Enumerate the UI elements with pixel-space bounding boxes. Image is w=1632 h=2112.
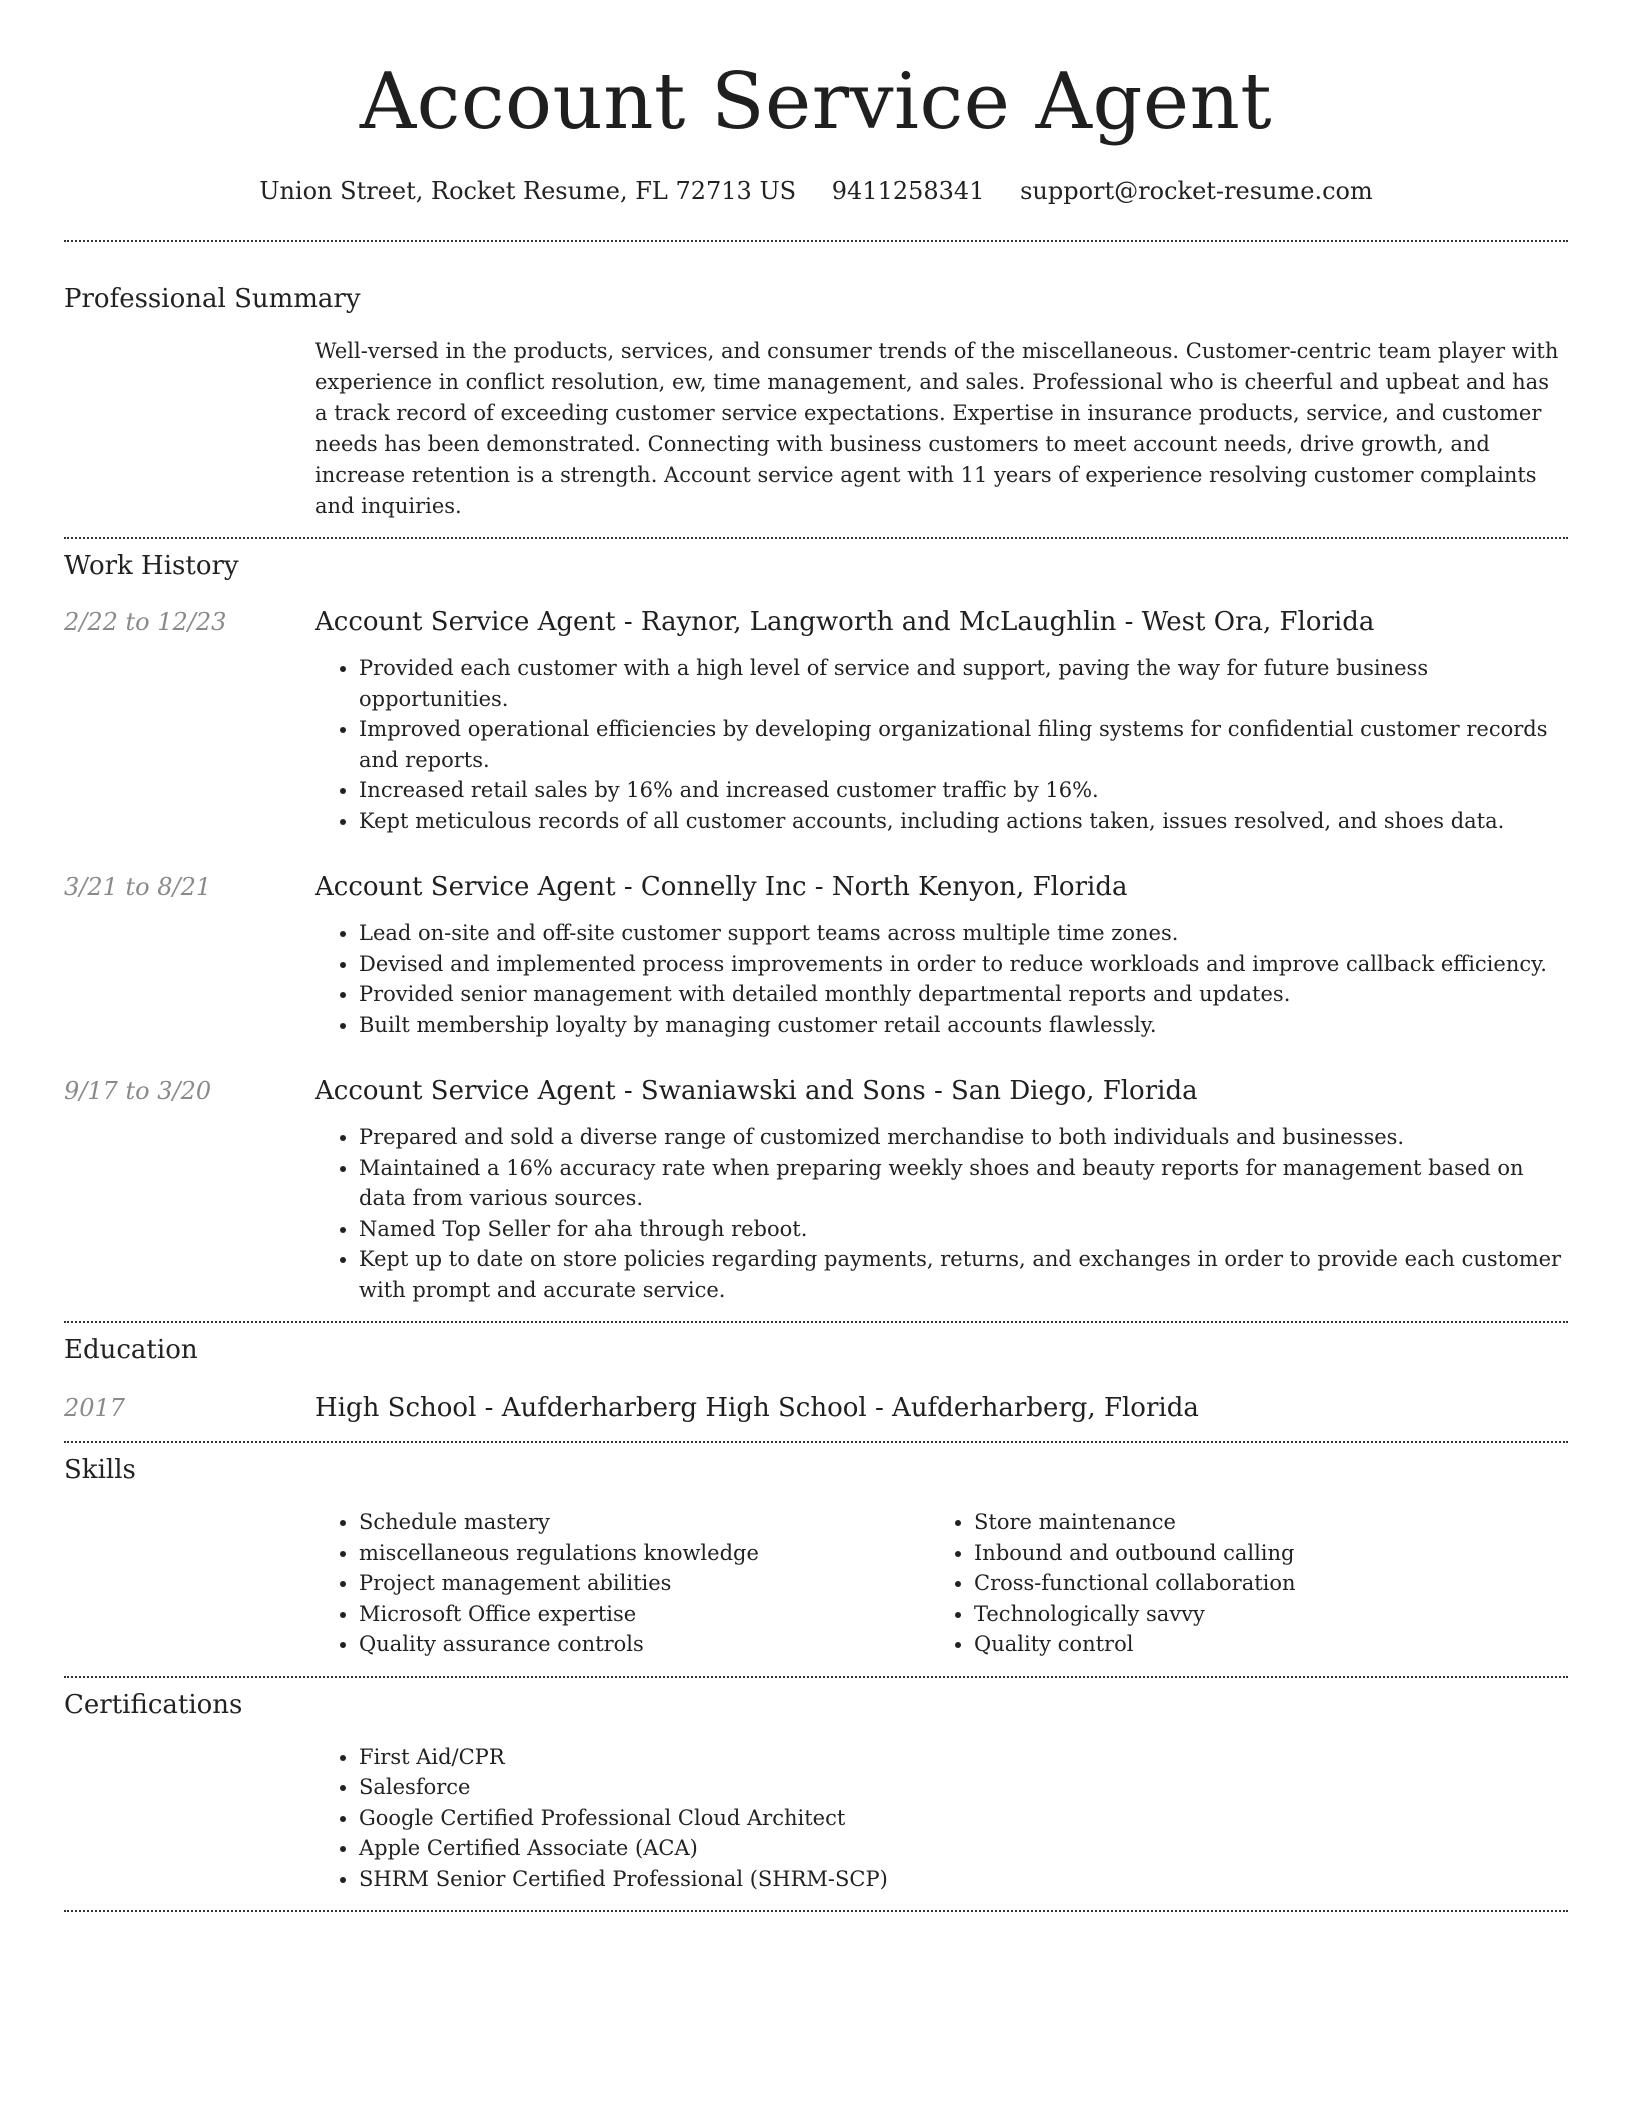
- skills-title: Skills: [64, 1455, 136, 1485]
- list-item: • Maintained a 16% accuracy rate when preparing weekly shoes and beauty reports for management based on data from various sources.: [359, 1153, 1568, 1214]
- education-section: [64, 1323, 1568, 1425]
- skills-section: [64, 1443, 1568, 1660]
- list-item: • Quality control: [974, 1629, 1545, 1660]
- summary-title: Professional Summary: [64, 284, 361, 314]
- job-dates: 3/21 to 8/21: [64, 873, 212, 901]
- work-title: Work History: [64, 551, 239, 581]
- education-school: High School - Aufderharberg High School - Aufderharberg, Florida: [315, 1393, 1199, 1423]
- job-bullets: [315, 1122, 1568, 1305]
- contact-address: Union Street, Rocket Resume, FL 72713 US: [259, 177, 797, 205]
- contact-phone: 9411258341: [831, 177, 985, 205]
- job-dates: 9/17 to 3/20: [64, 1077, 212, 1105]
- summary-text: Well-versed in the products, services, and consumer trends of the miscellaneous. Customer-centric team player with experience in conflict resolution, ew, time management, and sales. Professional who is cheerful and upbeat and has a track record of exceeding customer service expectations. Expertise in insurance products, service, and customer needs has been demonstrated. Connecting with business customers to meet account needs, drive growth, and increase retention is a strength. Account service agent with 11 years of experience resolving customer complaints and inquiries.: [315, 339, 1559, 518]
- skills-list-left: [315, 1507, 930, 1660]
- certifications-section: [64, 1678, 1568, 1895]
- job-bullets: [315, 918, 1568, 1040]
- job-title: Account Service Agent - Raynor, Langworth and McLaughlin - West Ora, Florida: [315, 607, 1375, 637]
- education-entry: [64, 1391, 1568, 1425]
- list-item: • Provided senior management with detailed monthly departmental reports and updates.: [359, 979, 1568, 1010]
- list-item: • Prepared and sold a diverse range of customized merchandise to both individuals and businesses.: [359, 1122, 1568, 1153]
- list-item: • Schedule mastery: [359, 1507, 930, 1538]
- list-item: • Google Certified Professional Cloud Architect: [359, 1803, 1568, 1834]
- job-entry: [64, 1074, 1568, 1305]
- list-item: • Apple Certified Associate (ACA): [359, 1833, 1568, 1864]
- list-item: • SHRM Senior Certified Professional (SHRM-SCP): [359, 1864, 1568, 1895]
- list-item: • Provided each customer with a high level of service and support, paving the way for future business opportunities.: [359, 653, 1568, 714]
- contact-email: support@rocket-resume.com: [1020, 177, 1373, 205]
- list-item: • First Aid/CPR: [359, 1742, 1568, 1773]
- work-section: [64, 539, 1568, 1305]
- resume-page: [64, 0, 1568, 1912]
- list-item: • Named Top Seller for aha through reboot.: [359, 1214, 1568, 1245]
- list-item: • Salesforce: [359, 1772, 1568, 1803]
- job-title: Account Service Agent - Connelly Inc - North Kenyon, Florida: [315, 872, 1128, 902]
- certifications-title: Certifications: [64, 1689, 243, 1720]
- list-item: • Quality assurance controls: [359, 1629, 930, 1660]
- contact-line: [64, 174, 1568, 208]
- skills-list-right: [930, 1507, 1545, 1660]
- summary-section: [64, 242, 1568, 522]
- education-title: Education: [64, 1335, 198, 1365]
- resume-name: Account Service Agent: [359, 57, 1273, 147]
- list-item: • Improved operational efficiencies by developing organizational filing systems for confidential customer records and reports.: [359, 714, 1568, 775]
- list-item: • miscellaneous regulations knowledge: [359, 1538, 930, 1569]
- job-dates: 2/22 to 12/23: [64, 608, 227, 636]
- list-item: • Kept meticulous records of all customer accounts, including actions taken, issues resolved, and shoes data.: [359, 806, 1568, 837]
- list-item: • Built membership loyalty by managing customer retail accounts flawlessly.: [359, 1010, 1568, 1041]
- list-item: • Lead on-site and off-site customer support teams across multiple time zones.: [359, 918, 1568, 949]
- list-item: • Kept up to date on store policies regarding payments, returns, and exchanges in order to provide each customer with prompt and accurate service.: [359, 1244, 1568, 1305]
- list-item: • Technologically savvy: [974, 1599, 1545, 1630]
- education-year: 2017: [64, 1394, 126, 1422]
- job-entry: [64, 605, 1568, 836]
- list-item: • Store maintenance: [974, 1507, 1545, 1538]
- divider: [64, 1910, 1568, 1912]
- job-title: Account Service Agent - Swaniawski and Sons - San Diego, Florida: [315, 1076, 1198, 1106]
- list-item: • Cross-functional collaboration: [974, 1568, 1545, 1599]
- list-item: • Microsoft Office expertise: [359, 1599, 930, 1630]
- certifications-list: [315, 1742, 1568, 1895]
- job-bullets: [315, 653, 1568, 836]
- list-item: • Inbound and outbound calling: [974, 1538, 1545, 1569]
- job-entry: [64, 870, 1568, 1040]
- list-item: • Increased retail sales by 16% and increased customer traffic by 16%.: [359, 775, 1568, 806]
- list-item: • Project management abilities: [359, 1568, 930, 1599]
- list-item: • Devised and implemented process improvements in order to reduce workloads and improve callback efficiency.: [359, 949, 1568, 980]
- skills-grid: [315, 1507, 1568, 1660]
